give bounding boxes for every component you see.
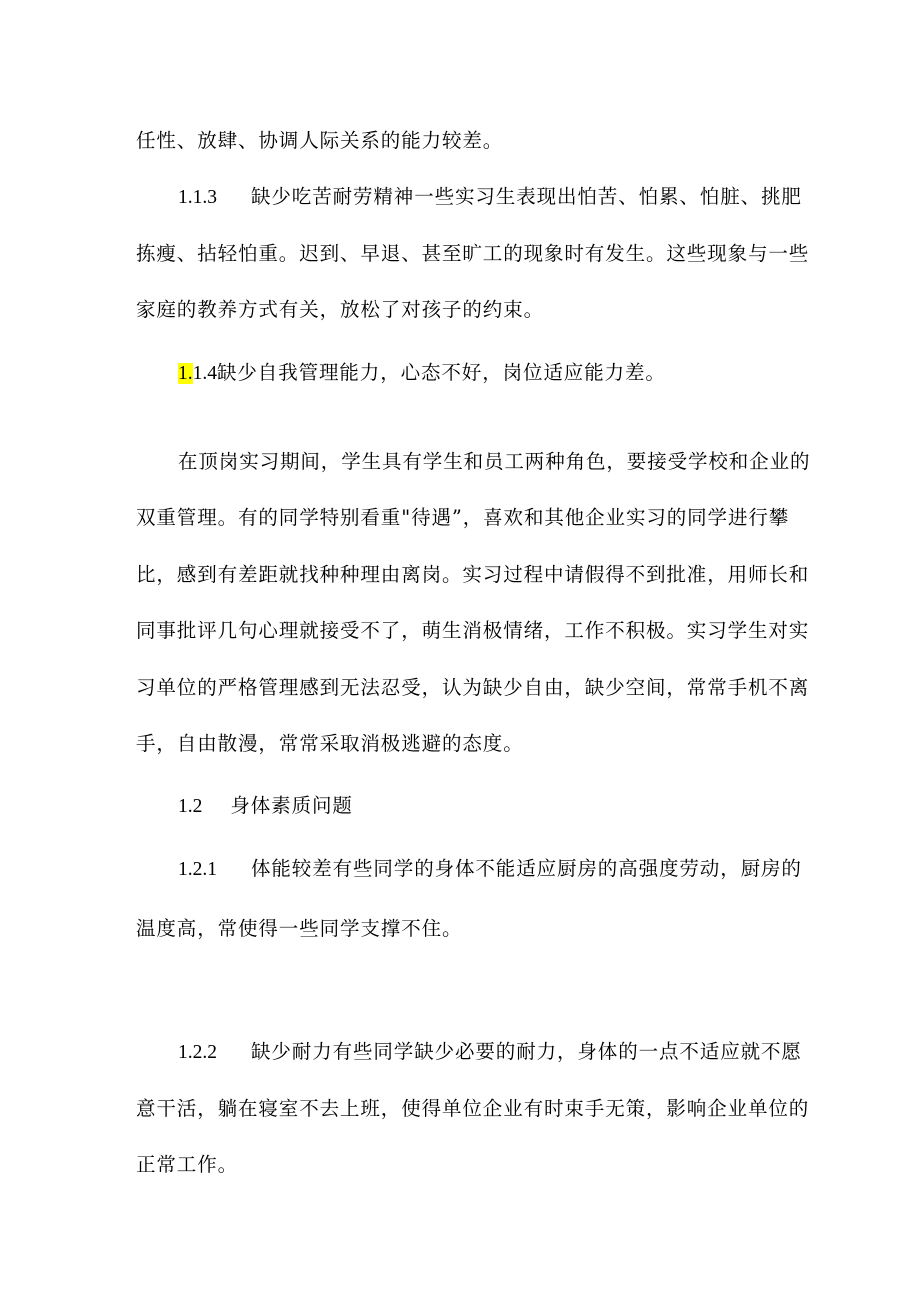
section-title: 身体素质问题 bbox=[230, 794, 353, 817]
paragraph-line: 在顶岗实习期间，学生具有学生和员工两种角色，要接受学校和企业的 bbox=[178, 450, 811, 473]
section-number: 1.1.3 bbox=[178, 187, 217, 208]
paragraph-line: 双重管理。有的同学特别看重"待遇”，喜欢和其他企业实习的同学进行攀 bbox=[136, 506, 790, 529]
paragraph-line: 拣瘦、拈轻怕重。迟到、早退、甚至旷工的现象时有发生。这些现象与一些 bbox=[136, 242, 810, 265]
paragraph-line: 家庭的教养方式有关，放松了对孩子的约束。 bbox=[136, 298, 545, 321]
section-number: 1.4 bbox=[192, 363, 217, 384]
section-1-2-2-line: 1.2.2 缺少耐力有些同学缺少必要的耐力，身体的一点不适应就不愿 bbox=[178, 1040, 802, 1063]
paragraph-line: 同事批评几句心理就接受不了，萌生消极情绪，工作不积极。实习学生对实 bbox=[136, 619, 810, 642]
section-number: 1.2.1 bbox=[178, 859, 217, 880]
section-heading-1-2 bbox=[178, 794, 353, 819]
section-number: 1.2.2 bbox=[178, 1042, 217, 1063]
paragraph-line: 正常工作。 bbox=[136, 1153, 239, 1176]
section-1-2-1-line: 1.2.1 体能较差有些同学的身体不能适应厨房的高强度劳动，厨房的 bbox=[178, 857, 802, 880]
paragraph-line: 手，自由散漫，常常采取消极逃避的态度。 bbox=[136, 732, 524, 755]
paragraph-line: 任性、放肆、协调人际关系的能力较差。 bbox=[136, 129, 504, 152]
paragraph-line: 习单位的严格管理感到无法忍受，认为缺少自由，缺少空间，常常手机不离 bbox=[136, 676, 810, 699]
section-1-1-4-line: 1.1.4缺少自我管理能力，心态不好，岗位适应能力差。 bbox=[178, 361, 666, 384]
section-1-1-3-line: 1.1.3 缺少吃苦耐劳精神一些实习生表现出怕苦、怕累、怕脏、挑肥 bbox=[178, 185, 802, 208]
paragraph-line: 意干活，躺在寝室不去上班，使得单位企业有时束手无策，影响企业单位的 bbox=[136, 1097, 810, 1120]
paragraph-line: 比，感到有差距就找种种理由离岗。实习过程中请假得不到批准，用师长和 bbox=[136, 563, 810, 586]
paragraph-line: 温度高，常使得一些同学支撑不住。 bbox=[136, 917, 463, 940]
section-number: 1.2 bbox=[178, 796, 203, 817]
highlighted-section-number: 1. bbox=[178, 363, 193, 384]
